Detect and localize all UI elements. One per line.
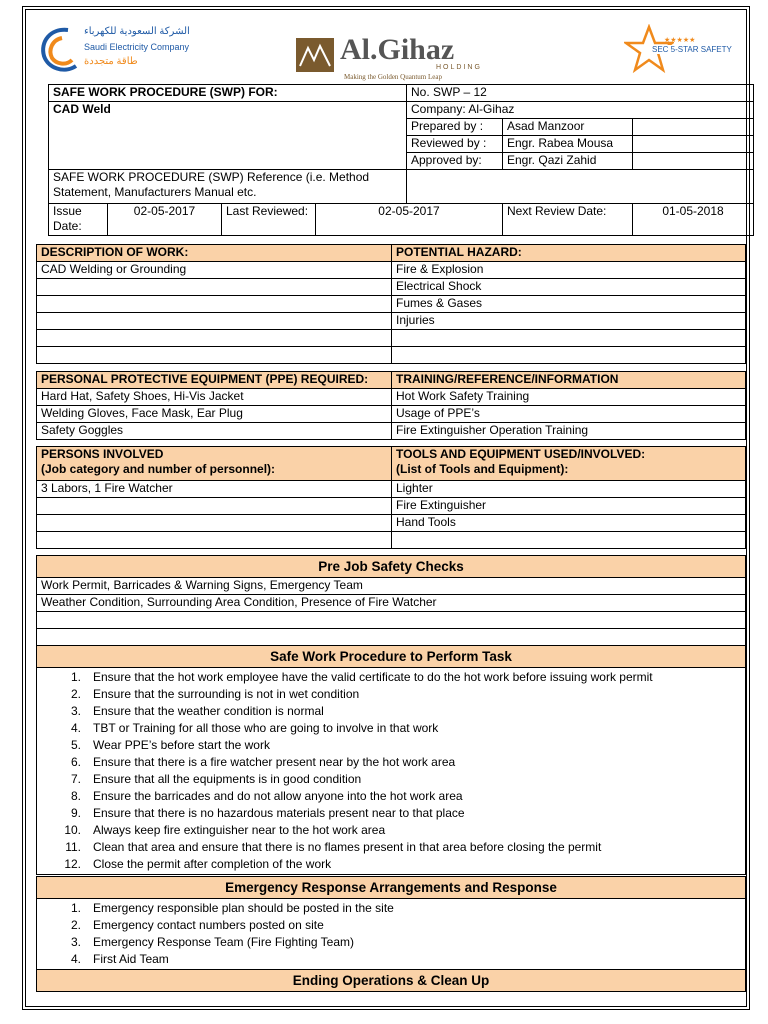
step-item <box>41 822 741 839</box>
step-item <box>41 771 741 788</box>
sec-arabic-tagline: طاقة متجددة <box>84 56 138 67</box>
step-text: Emergency contact numbers posted on site <box>93 918 324 932</box>
step-text: Always keep fire extinguisher near to the hot work area <box>93 823 386 837</box>
tools-header <box>392 447 746 481</box>
company-field: Company: Al-Gihaz <box>407 102 754 119</box>
persons-header <box>37 447 392 481</box>
step-item <box>41 754 741 771</box>
persons-cell <box>37 515 392 532</box>
swp-reference: SAFE WORK PROCEDURE (SWP) Reference (i.e. Method Statement, Manufacturers Manual etc. <box>49 170 407 204</box>
description-cell: CAD Welding or Grounding <box>37 262 392 279</box>
description-cell <box>37 279 392 296</box>
step-item <box>41 856 741 873</box>
step-text: Ensure that the hot work employee have the valid certificate to do the hot work before issuing work permit <box>93 670 653 684</box>
step-text: Ensure that the weather condition is normal <box>93 704 324 718</box>
gihaz-tagline: Making the Golden Quantum Leap <box>344 73 442 81</box>
emergency-step-list <box>41 900 741 968</box>
sec-5-star-safety-logo <box>624 24 736 76</box>
persons-header-line2: (Job category and number of personnel): <box>41 462 276 476</box>
step-text: First Aid Team <box>93 952 169 966</box>
step-number: 9. <box>70 806 81 820</box>
swp-for-value: CAD Weld <box>49 102 407 170</box>
step-item <box>41 805 741 822</box>
step-text: Clean that area and ensure that there is no flames present in that area before closing the permit <box>93 840 602 854</box>
sec-emblem-icon <box>38 24 84 76</box>
swp-header-table <box>48 84 754 236</box>
tools-cell: Hand Tools <box>392 515 746 532</box>
step-number: 5. <box>70 738 81 752</box>
step-number: 7. <box>70 772 81 786</box>
description-cell <box>37 347 392 364</box>
gihaz-name: Al.Gihaz <box>340 33 455 66</box>
hazard-cell: Fire & Explosion <box>392 262 746 279</box>
hazard-cell <box>392 330 746 347</box>
tools-header-line2: (List of Tools and Equipment): <box>396 462 569 476</box>
tools-cell <box>392 532 746 549</box>
step-text: TBT or Training for all those who are going to involve in that work <box>93 721 439 735</box>
step-item <box>41 951 741 968</box>
step-text: Wear PPE’s before start the work <box>93 738 270 752</box>
approved-by-sign <box>633 153 754 170</box>
step-item <box>41 900 741 917</box>
description-header: DESCRIPTION OF WORK: <box>37 245 392 262</box>
tools-header-line1: TOOLS AND EQUIPMENT USED/INVOLVED: <box>396 447 646 461</box>
sec-logo <box>38 24 198 76</box>
ppe-cell: Welding Gloves, Face Mask, Ear Plug <box>37 406 392 423</box>
description-cell <box>37 313 392 330</box>
persons-cell <box>37 498 392 515</box>
step-item <box>41 703 741 720</box>
next-review-value: 01-05-2018 <box>633 204 754 236</box>
step-number: 3. <box>70 935 81 949</box>
hazard-cell <box>392 347 746 364</box>
approved-by-value: Engr. Qazi Zahid <box>503 153 633 170</box>
step-number: 12. <box>64 857 81 871</box>
ppe-header: PERSONAL PROTECTIVE EQUIPMENT (PPE) REQUIRED: <box>37 372 392 389</box>
prepared-by-sign <box>633 119 754 136</box>
sec-english-name: Saudi Electricity Company <box>84 42 190 52</box>
hazard-cell: Fumes & Gases <box>392 296 746 313</box>
ending-title: Ending Operations & Clean Up <box>37 970 746 992</box>
prejob-procedure-table <box>36 555 746 875</box>
step-number: 4. <box>70 721 81 735</box>
step-number: 1. <box>70 670 81 684</box>
ppe-cell: Safety Goggles <box>37 423 392 440</box>
persons-cell: 3 Labors, 1 Fire Watcher <box>37 481 392 498</box>
reviewed-by-sign <box>633 136 754 153</box>
step-item <box>41 737 741 754</box>
step-text: Ensure that all the equipments is in good condition <box>93 772 362 786</box>
emergency-table <box>36 876 746 992</box>
persons-tools-table <box>36 446 746 549</box>
work-hazard-table <box>36 244 746 364</box>
step-text: Emergency Response Team (Fire Fighting Team) <box>93 935 354 949</box>
step-text: Ensure that there is no hazardous materials present near to that place <box>93 806 465 820</box>
training-cell: Hot Work Safety Training <box>392 389 746 406</box>
step-number: 3. <box>70 704 81 718</box>
sec-arabic-name: الشركة السعودية للكهرباء <box>84 26 190 37</box>
hazard-cell: Injuries <box>392 313 746 330</box>
prejob-item <box>37 629 746 646</box>
step-text: Close the permit after completion of the work <box>93 857 332 871</box>
step-number: 1. <box>70 901 81 915</box>
gihaz-holding: HOLDING <box>436 64 482 71</box>
step-number: 10. <box>64 823 81 837</box>
issue-date-value: 02-05-2017 <box>108 204 222 236</box>
prejob-item: Work Permit, Barricades & Warning Signs, Emergency Team <box>37 578 746 595</box>
small-stars-icon: ★★★★★ <box>664 37 696 44</box>
step-number: 4. <box>70 952 81 966</box>
persons-cell <box>37 532 392 549</box>
step-item <box>41 917 741 934</box>
step-item <box>41 934 741 951</box>
step-number: 2. <box>70 687 81 701</box>
reviewed-by-value: Engr. Rabea Mousa <box>503 136 633 153</box>
step-text: Ensure that there is a fire watcher present near by the hot work area <box>93 755 456 769</box>
step-text: Emergency responsible plan should be posted in the site <box>93 901 394 915</box>
emergency-title: Emergency Response Arrangements and Response <box>37 877 746 899</box>
step-item <box>41 839 741 856</box>
tools-cell: Lighter <box>392 481 746 498</box>
hazard-cell: Electrical Shock <box>392 279 746 296</box>
emergency-steps <box>37 899 746 970</box>
step-item <box>41 669 741 686</box>
step-number: 11. <box>65 840 81 854</box>
last-reviewed-value: 02-05-2017 <box>316 204 503 236</box>
step-number: 6. <box>70 755 81 769</box>
description-cell <box>37 296 392 313</box>
step-text: Ensure that the surrounding is not in wet condition <box>93 687 360 701</box>
issue-date-label: Issue Date: <box>49 204 108 236</box>
swp-reference-value <box>407 170 754 204</box>
swp-for-label: SAFE WORK PROCEDURE (SWP) FOR: <box>49 85 407 102</box>
step-number: 8. <box>70 789 81 803</box>
procedure-steps <box>37 668 746 875</box>
approved-by-label: Approved by: <box>407 153 503 170</box>
step-text: Ensure the barricades and do not allow anyone into the hot work area <box>93 789 463 803</box>
next-review-label: Next Review Date: <box>503 204 633 236</box>
prejob-item: Weather Condition, Surrounding Area Condition, Presence of Fire Watcher <box>37 595 746 612</box>
persons-header-line1: PERSONS INVOLVED <box>41 447 164 461</box>
step-item <box>41 720 741 737</box>
training-header: TRAINING/REFERENCE/INFORMATION <box>392 372 746 389</box>
swp-number: No. SWP – 12 <box>407 85 754 102</box>
prejob-title: Pre Job Safety Checks <box>37 556 746 578</box>
last-reviewed-label: Last Reviewed: <box>222 204 316 236</box>
procedure-title: Safe Work Procedure to Perform Task <box>37 646 746 668</box>
star-safety-label: SEC 5-STAR SAFETY <box>652 45 732 54</box>
hazard-header: POTENTIAL HAZARD: <box>392 245 746 262</box>
description-cell <box>37 330 392 347</box>
training-cell: Usage of PPE’s <box>392 406 746 423</box>
tools-cell: Fire Extinguisher <box>392 498 746 515</box>
prejob-item <box>37 612 746 629</box>
training-cell: Fire Extinguisher Operation Training <box>392 423 746 440</box>
procedure-step-list <box>41 669 741 873</box>
reviewed-by-label: Reviewed by : <box>407 136 503 153</box>
ppe-cell: Hard Hat, Safety Shoes, Hi-Vis Jacket <box>37 389 392 406</box>
al-gihaz-logo <box>296 33 496 86</box>
gihaz-emblem-icon <box>296 38 334 72</box>
step-number: 2. <box>70 918 81 932</box>
prepared-by-value: Asad Manzoor <box>503 119 633 136</box>
step-item <box>41 788 741 805</box>
step-item <box>41 686 741 703</box>
ppe-training-table <box>36 371 746 440</box>
prepared-by-label: Prepared by : <box>407 119 503 136</box>
